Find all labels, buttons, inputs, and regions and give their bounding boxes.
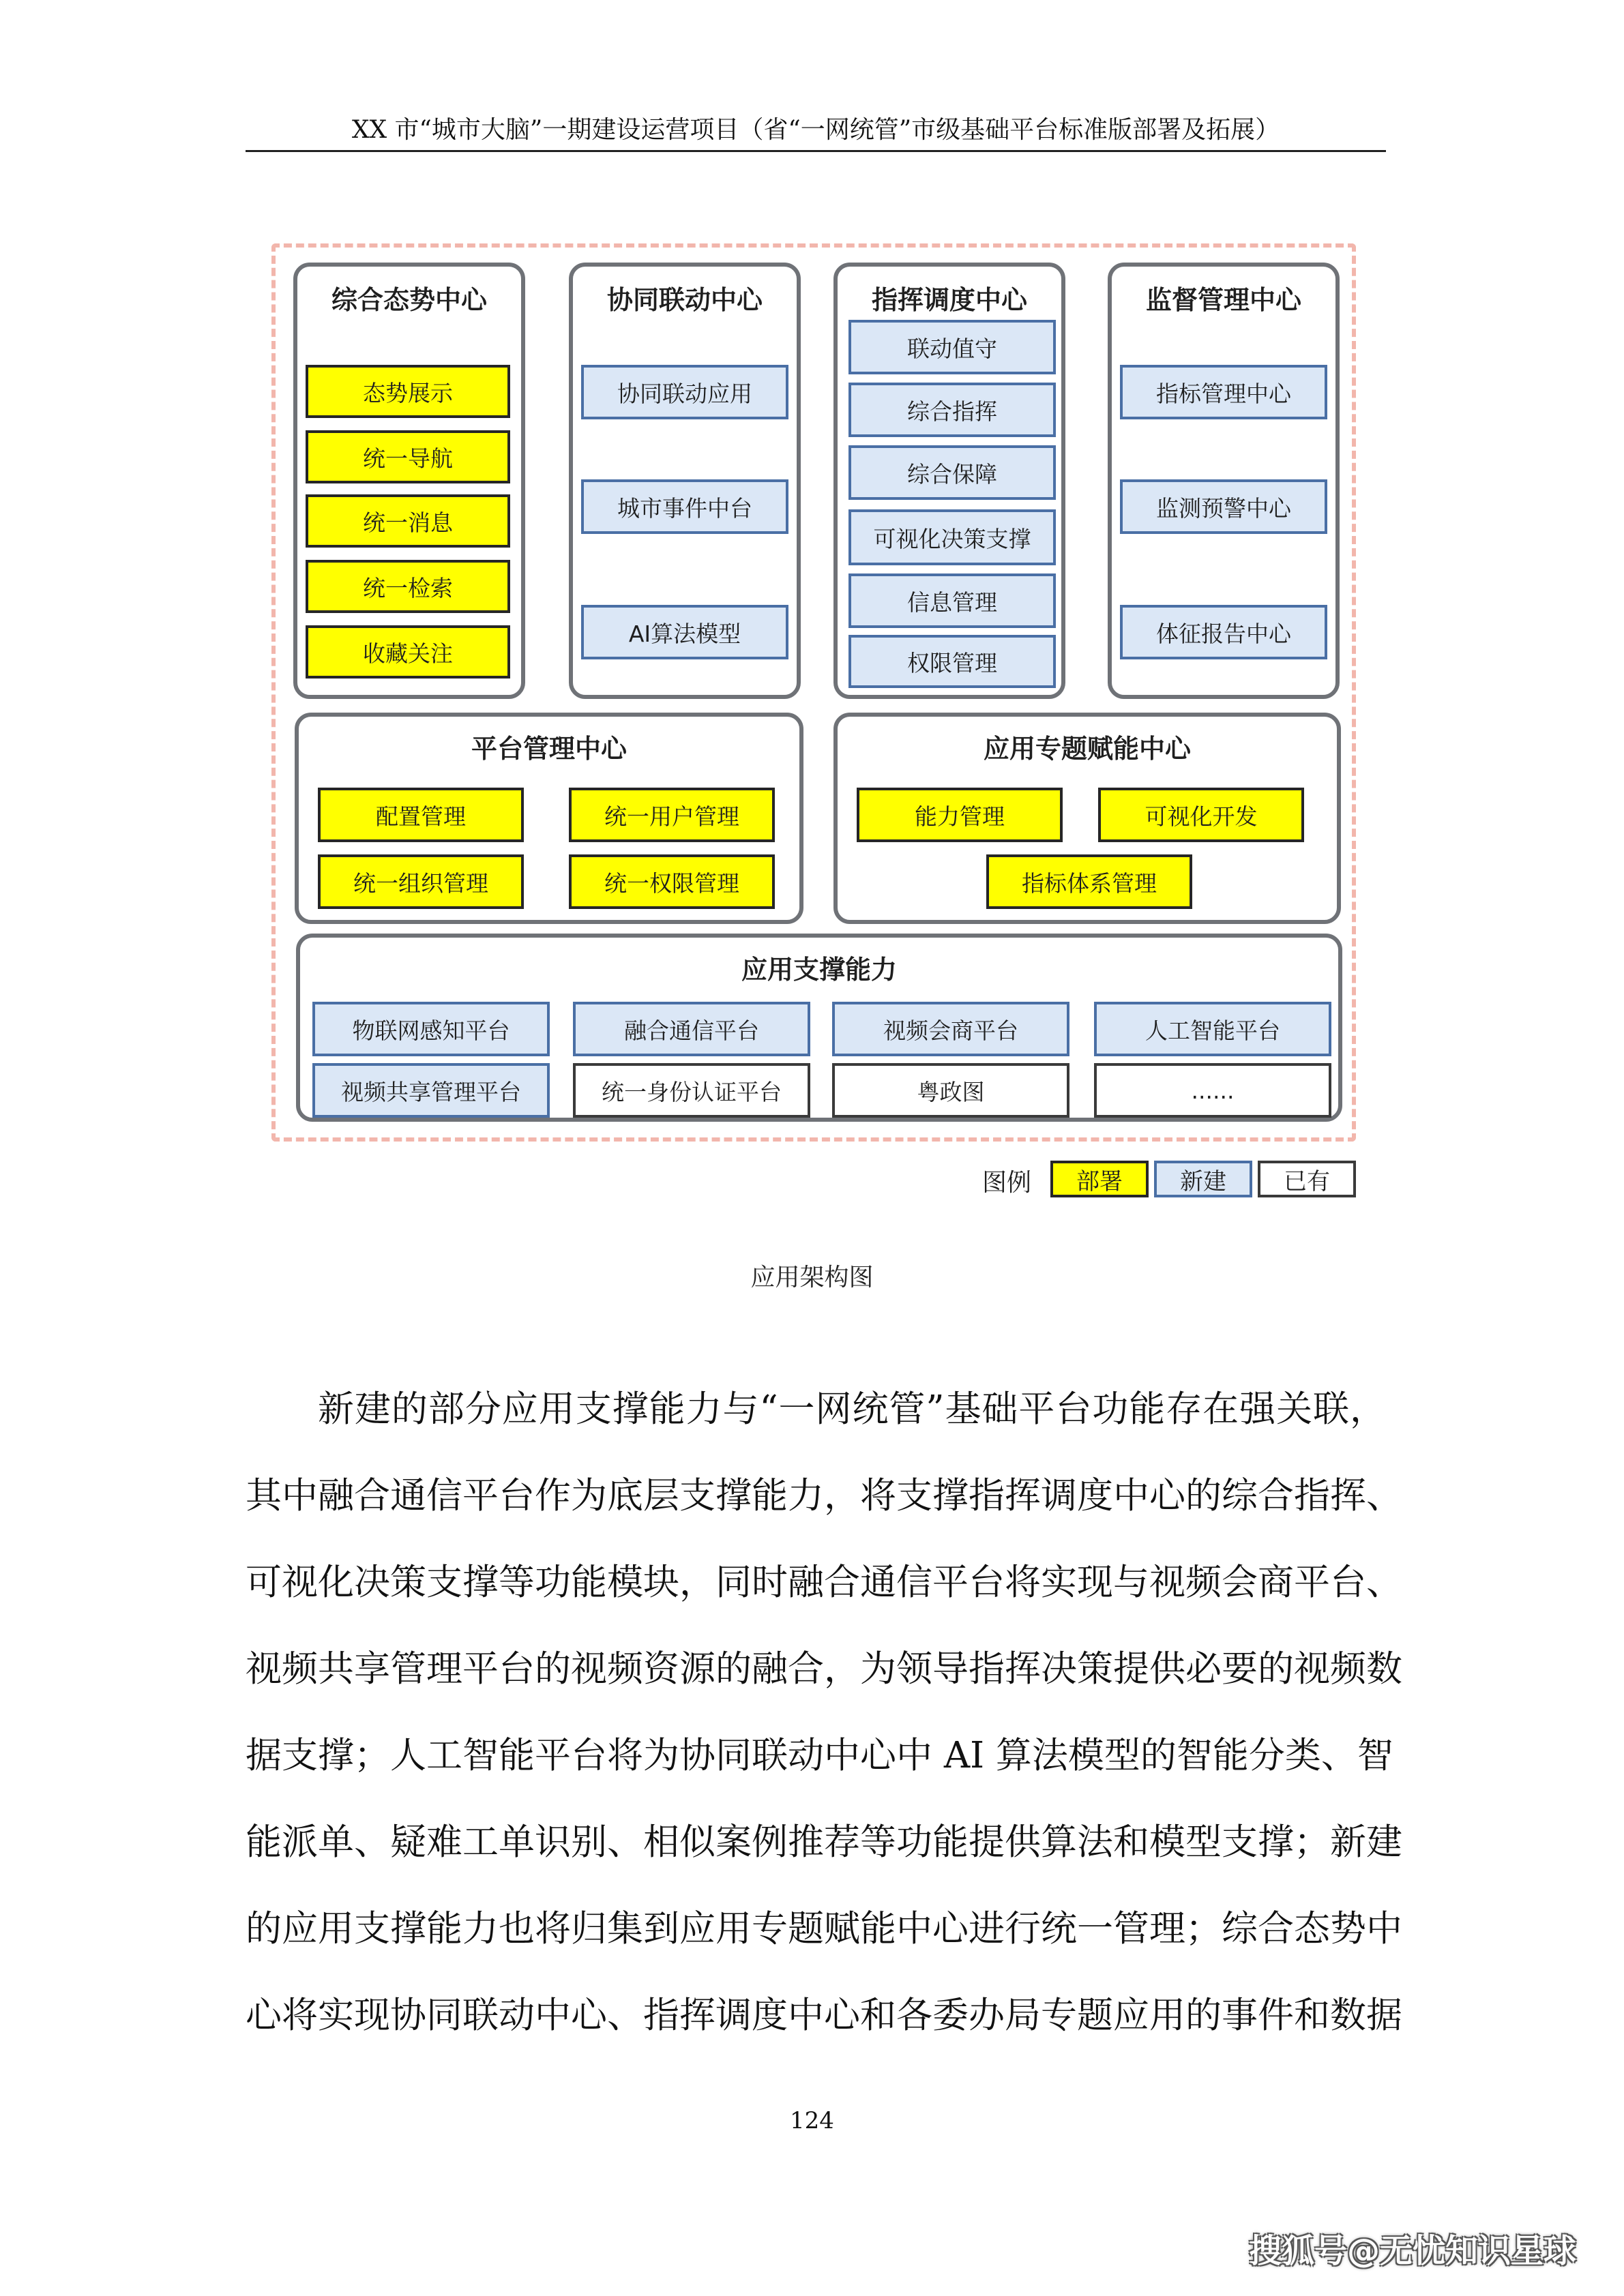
module-box: ......: [1094, 1063, 1331, 1118]
module-box: 统一消息: [306, 494, 510, 548]
paragraph-line: 其中融合通信平台作为底层支撑能力，将支撑指挥调度中心的综合指挥、: [246, 1475, 1402, 1517]
legend-existing: 已有: [1258, 1161, 1356, 1197]
module-box: 体征报告中心: [1120, 605, 1327, 659]
panel-title: 应用专题赋能中心: [983, 734, 1191, 764]
panel-support-capabilities: [296, 934, 1342, 1122]
module-box: 人工智能平台: [1094, 1002, 1331, 1056]
module-box: 粤政图: [832, 1063, 1069, 1118]
watermark: 搜狐号@无忧知识星球: [1248, 2232, 1576, 2270]
panel-title: 协同联动中心: [606, 285, 763, 315]
module-box: 统一权限管理: [569, 854, 775, 909]
module-box: 统一导航: [306, 430, 510, 483]
module-box: 态势展示: [306, 365, 510, 418]
document-header: XX 市“城市大脑”一期建设运营项目（省“一网统管”市级基础平台标准版部署及拓展）: [351, 116, 1280, 144]
module-box: 权限管理: [848, 635, 1056, 688]
module-box: 能力管理: [857, 788, 1063, 842]
module-box: 物联网感知平台: [312, 1002, 550, 1056]
body-paragraph: [246, 1366, 1402, 2059]
panel-title: 应用支撑能力: [741, 955, 897, 985]
module-box: 协同联动应用: [581, 365, 788, 419]
paragraph-line: 能派单、疑难工单识别、相似案例推荐等功能提供算法和模型支撑；新建: [246, 1821, 1402, 1863]
panel-title: 指挥调度中心: [871, 285, 1027, 315]
panel-title: 综合态势中心: [331, 285, 487, 315]
figure-caption: 应用架构图: [750, 1264, 874, 1292]
paragraph-line: 新建的部分应用支撑能力与“一网统管”基础平台功能存在强关联，: [318, 1388, 1386, 1430]
panel-title: 监督管理中心: [1145, 285, 1301, 315]
module-box: 指标管理中心: [1120, 365, 1327, 419]
module-box: 监测预警中心: [1120, 479, 1327, 534]
module-box: 城市事件中台: [581, 479, 788, 534]
module-box: 统一组织管理: [318, 854, 524, 909]
module-box: 综合指挥: [848, 383, 1056, 437]
module-box: 视频会商平台: [832, 1002, 1069, 1056]
legend-new: 新建: [1154, 1161, 1252, 1197]
module-box: 可视化开发: [1098, 788, 1304, 842]
module-box: 统一身份认证平台: [573, 1063, 810, 1118]
header-rule: [246, 150, 1386, 152]
module-box: 视频共享管理平台: [312, 1063, 550, 1118]
legend-deploy: 部署: [1050, 1161, 1149, 1197]
module-box: 可视化决策支撑: [848, 509, 1056, 565]
panel-supervision-center: [1108, 263, 1340, 699]
panel-situation-center: [293, 263, 525, 699]
panel-coordination-center: [569, 263, 801, 699]
module-box: 配置管理: [318, 788, 524, 842]
module-box: 指标体系管理: [986, 854, 1192, 909]
paragraph-line: 心将实现协同联动中心、指挥调度中心和各委办局专题应用的事件和数据: [246, 1995, 1402, 2036]
paragraph-line: 据支撑；人工智能平台将为协同联动中心中 AI 算法模型的智能分类、智: [246, 1735, 1393, 1776]
paragraph-line: 的应用支撑能力也将归集到应用专题赋能中心进行统一管理；综合态势中: [246, 1908, 1402, 1950]
panel-command-center: [833, 263, 1065, 699]
module-box: 统一用户管理: [569, 788, 775, 842]
module-box: 综合保障: [848, 445, 1056, 500]
page-number: 124: [790, 2107, 834, 2134]
panel-enablement-center: [833, 713, 1341, 924]
module-box: 统一检索: [306, 560, 510, 613]
panel-platform-management: [295, 713, 803, 924]
module-box: AI算法模型: [581, 605, 788, 659]
module-box: 融合通信平台: [573, 1002, 810, 1056]
legend-title: 图例: [982, 1169, 1032, 1197]
paragraph-line: 视频共享管理平台的视频资源的融合，为领导指挥决策提供必要的视频数: [246, 1648, 1402, 1690]
architecture-diagram: [271, 243, 1355, 1139]
module-box: 收藏关注: [306, 625, 510, 679]
panel-title: 平台管理中心: [471, 734, 627, 764]
module-box: 信息管理: [848, 573, 1056, 628]
module-box: 联动值守: [848, 320, 1056, 374]
paragraph-line: 可视化决策支撑等功能模块，同时融合通信平台将实现与视频会商平台、: [246, 1562, 1402, 1603]
